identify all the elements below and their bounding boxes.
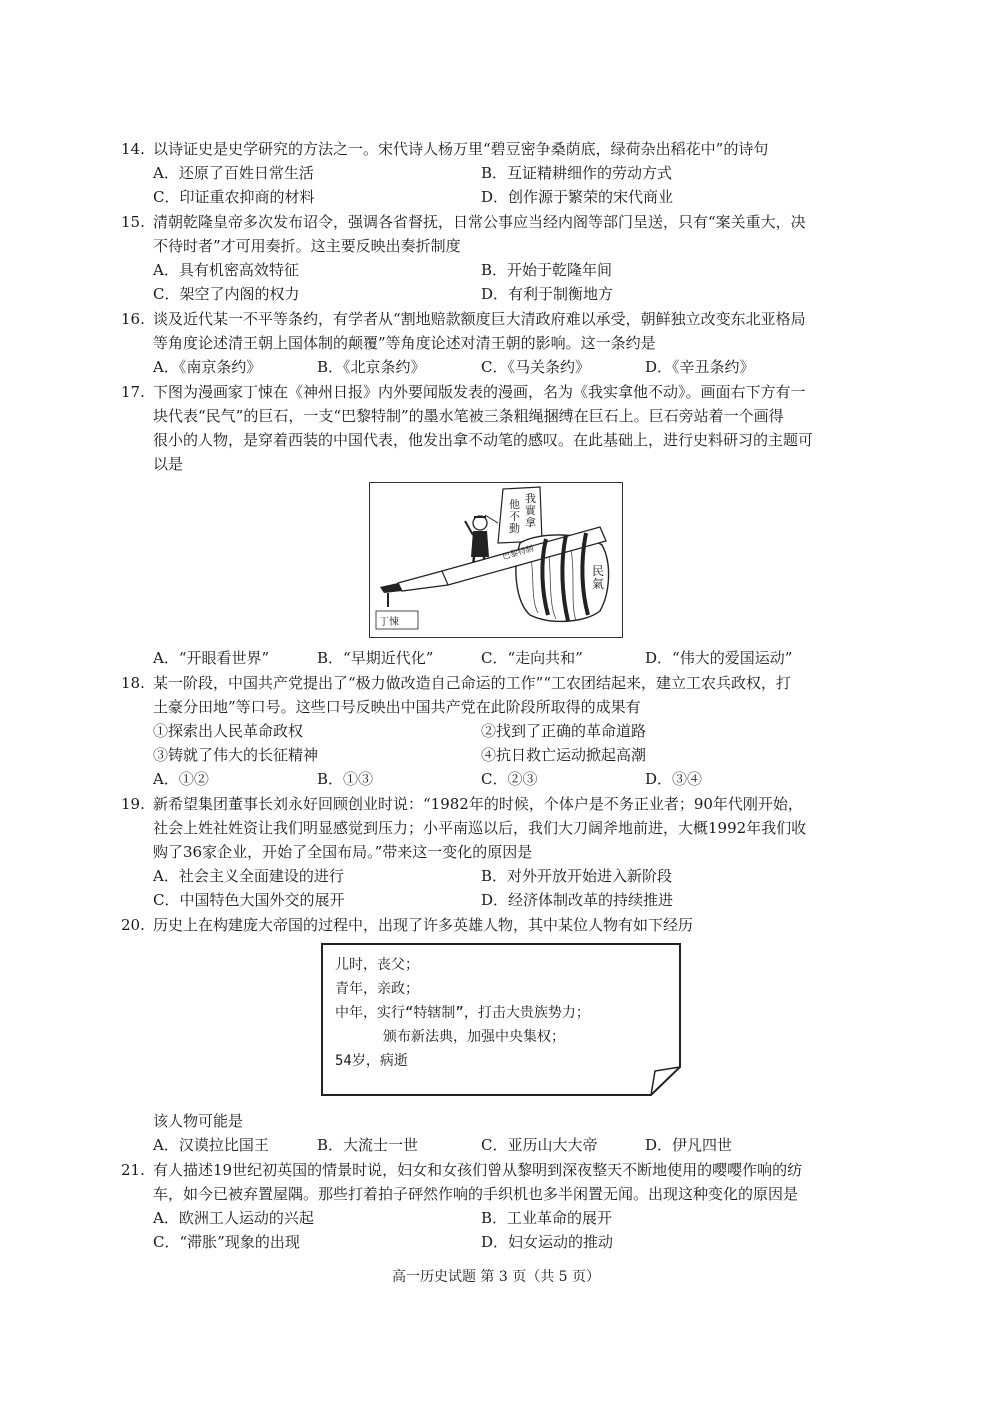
person-head — [473, 516, 487, 530]
option-d: D．“伟大的爱国运动” — [645, 649, 793, 667]
option-c: C．②③ — [481, 770, 538, 788]
question-stem: 不待时者”才可用奏折。这主要反映出奏折制度 — [153, 237, 461, 255]
question-stem: 以诗证史是史学研究的方法之一。宋代诗人杨万里“碧豆密争桑荫底，绿荷杂出稻花中”的诗句 — [153, 140, 769, 158]
option-b: B．《北京条约》 — [317, 358, 426, 376]
question-number: 20. — [121, 916, 145, 934]
bubble-char: 拿 — [525, 516, 536, 529]
statement-1: ①探索出人民革命政权 — [153, 722, 304, 740]
option-d: D．伊凡四世 — [645, 1136, 733, 1154]
bio-line: 54岁，病逝 — [335, 1053, 408, 1069]
option-a: A．《南京条约》 — [153, 358, 262, 376]
option-b: B．工业革命的展开 — [481, 1209, 613, 1227]
question-stem: 很小的人物，是穿着西装的中国代表，他发出拿不动笔的感叹。在此基础上，进行史料研习的主题可 — [153, 431, 814, 449]
question-stem: 谈及近代某一不平等条约，有学者从“割地赔款额度巨大清政府难以承受，朝鲜独立改变东北亚格局 — [153, 310, 806, 328]
question-stem: 下图为漫画家丁悚在《神州日报》内外要闻版发表的漫画，名为《我实拿他不动》。画面右下方有一 — [153, 383, 806, 401]
question-stem: 社会上姓社姓资让我们明显感觉到压力；小平南巡以后，我们大刀阔斧地前进，大概1992年我们收 — [153, 819, 807, 837]
bubble-char: 我 — [525, 492, 536, 505]
bubble-char: 不 — [509, 510, 520, 523]
option-d: D．有利于制衡地方 — [481, 285, 614, 303]
question-stem: 历史上在构建庞大帝国的过程中，出现了许多英雄人物，其中某位人物有如下经历 — [153, 916, 694, 934]
option-a: A．社会主义全面建设的进行 — [153, 867, 344, 885]
option-b: B．开始于乾隆年间 — [481, 261, 613, 279]
option-c: C．中国特色大国外交的展开 — [153, 891, 345, 909]
bubble-char: 動 — [509, 522, 520, 535]
question-stem: 等角度论述清王朝上国体制的颠覆”等角度论述对清王朝的影响。这一条约是 — [153, 334, 656, 352]
option-c: C．“走向共和” — [481, 649, 583, 667]
question-stem: 以是 — [153, 455, 184, 473]
option-a: A．还原了百姓日常生活 — [153, 164, 314, 182]
option-b: B．大流士一世 — [317, 1136, 419, 1154]
question-number: 18. — [121, 674, 145, 692]
option-d: D．妇女运动的推动 — [481, 1233, 614, 1251]
bio-line: 儿时，丧父； — [335, 957, 419, 973]
person-arm — [465, 521, 473, 535]
bubble-char: 他 — [509, 498, 520, 511]
option-c: C．亚历山大大帝 — [481, 1136, 598, 1154]
question-stem: 购了36家企业，开始了全国布局。”带来这一变化的原因是 — [153, 843, 533, 861]
statement-4: ④抗日救亡运动掀起高潮 — [481, 746, 647, 764]
option-a: A．“开眼看世界” — [153, 649, 270, 667]
page-footer: 高一历史试题 第 3 页（共 5 页） — [391, 1269, 601, 1285]
question-stem: 土豪分田地”等口号。这些口号反映出中国共产党在此阶段所取得的成果有 — [153, 698, 641, 716]
question-number: 17. — [121, 383, 145, 401]
rock-label: 民氣 — [592, 564, 605, 591]
bubble-char: 實 — [525, 504, 536, 517]
bubble-col-left — [509, 499, 521, 535]
biography-box — [321, 943, 681, 1097]
option-b: B．互证精耕细作的劳动方式 — [481, 164, 673, 182]
artist-signature: 丁悚 — [379, 617, 399, 628]
option-d: D．《辛丑条约》 — [645, 358, 755, 376]
option-d: D．经济体制改革的持续推进 — [481, 891, 674, 909]
question-number: 19. — [121, 795, 145, 813]
option-c: C．印证重农抑商的材料 — [153, 188, 315, 206]
statement-3: ③铸就了伟大的长征精神 — [153, 746, 319, 764]
question-number: 16. — [121, 310, 145, 328]
question-stem: 某一阶段，中国共产党提出了“极力做改造自己命运的工作”“工农团结起来，建立工农兵政权，打 — [153, 674, 792, 692]
question-stem: 新希望集团董事长刘永好回顾创业时说：“1982年的时候，个体户是不务正业者；90年代刚开始， — [153, 795, 803, 813]
question-stem: 车，如今已被弃置屋隅。那些打着拍子砰然作响的手织机也多半闲置无闻。出现这种变化的原因是 — [153, 1185, 799, 1203]
question-number: 15. — [121, 213, 145, 231]
statement-2: ②找到了正确的革命道路 — [481, 722, 647, 740]
bio-line: 中年，实行“特辖制”，打击大贵族势力； — [335, 1005, 590, 1021]
bubble-col-right — [525, 493, 537, 529]
cartoon-figure — [369, 482, 623, 638]
question-number: 14. — [121, 140, 145, 158]
option-a: A．①② — [153, 770, 209, 788]
question-number: 21. — [121, 1161, 145, 1179]
bio-line: 青年，亲政； — [335, 981, 419, 997]
question-stem: 清朝乾隆皇帝多次发布诏令，强调各省督抚，日常公事应当经内阁等部门呈送，只有“案关重大，决 — [153, 213, 806, 231]
option-d: D．③④ — [645, 770, 703, 788]
option-b: B．①③ — [317, 770, 374, 788]
pen-label: 巴黎特制 — [501, 543, 535, 562]
option-b: B．对外开放开始进入新阶段 — [481, 867, 673, 885]
option-c: C．“滞胀”现象的出现 — [153, 1233, 300, 1251]
question-stem: 有人描述19世纪初英国的情景时说，妇女和女孩们曾从黎明到深夜整天不断地使用的嘤嘤作响的纺 — [153, 1161, 803, 1179]
option-a: A．具有机密高效特征 — [153, 261, 299, 279]
option-b: B．“早期近代化” — [317, 649, 434, 667]
pen-nib — [380, 583, 402, 593]
option-c: C．《马关条约》 — [481, 358, 590, 376]
bio-line: 颁布新法典，加强中央集权； — [383, 1029, 565, 1045]
question-prompt: 该人物可能是 — [153, 1112, 244, 1130]
option-c: C．架空了内阁的权力 — [153, 285, 300, 303]
option-d: D．创作源于繁荣的宋代商业 — [481, 188, 674, 206]
question-stem: 块代表“民气”的巨石，一支“巴黎特制”的墨水笔被三条粗绳捆缚在巨石上。巨石旁站着一个画得 — [153, 407, 784, 425]
option-a: A．汉谟拉比国王 — [153, 1136, 269, 1154]
option-a: A．欧洲工人运动的兴起 — [153, 1209, 314, 1227]
person-body — [471, 531, 489, 557]
cartoon-drawing — [370, 483, 622, 637]
